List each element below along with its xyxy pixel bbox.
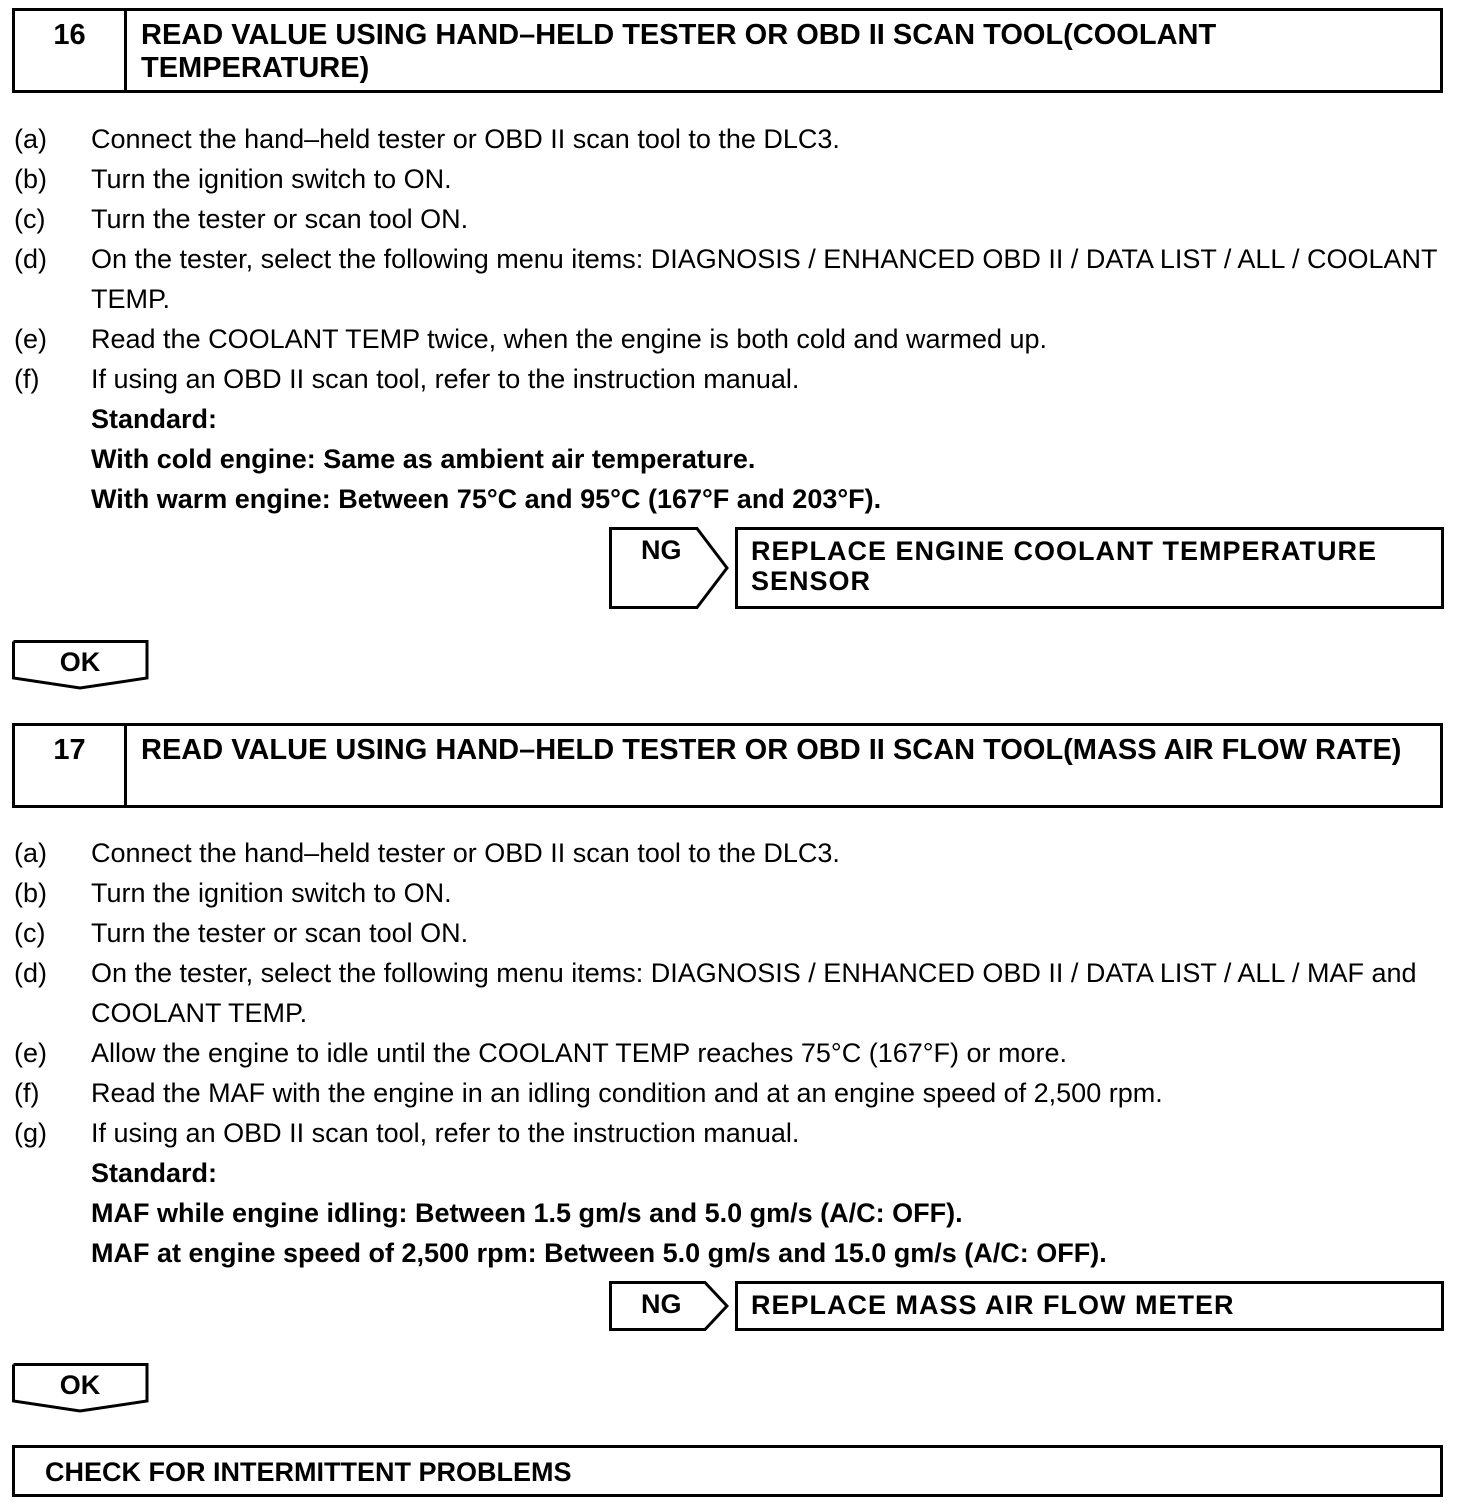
item-text: Read the COOLANT TEMP twice, when the engine is both cold and warmed up. [91, 324, 1048, 354]
ok-label: OK [59, 1370, 101, 1400]
ng-label: NG [641, 535, 682, 565]
ng-arrow [609, 527, 729, 609]
list-item [14, 199, 1454, 239]
ng-label: NG [641, 1289, 682, 1319]
list-item [14, 319, 1454, 359]
item-label: (d) [14, 958, 47, 988]
item-text: Read the MAF with the engine in an idling condition and at an engine speed of 2,500 rpm. [91, 1078, 1163, 1108]
item-text: Turn the tester or scan tool ON. [91, 918, 469, 948]
list-item [14, 159, 1454, 199]
step-number: 17 [15, 726, 127, 805]
list-item [14, 1073, 1454, 1113]
item-text: If using an OBD II scan tool, refer to the instruction manual. [91, 364, 800, 394]
list-item [14, 119, 1454, 159]
item-label: (f) [14, 364, 40, 394]
list-item [14, 833, 1454, 873]
step-16-header [12, 8, 1443, 93]
item-label: (d) [14, 244, 47, 274]
item-text: On the tester, select the following menu items: DIAGNOSIS / ENHANCED OBD II / DATA LIST / ALL / MAF and COOLANT TEMP. [91, 958, 1417, 1028]
standard-line: With warm engine: Between 75°C and 95°C (167°F and 203°F). [91, 484, 882, 514]
item-label: (a) [14, 838, 47, 868]
item-text: If using an OBD II scan tool, refer to the instruction manual. [91, 1118, 800, 1148]
list-item [14, 239, 1454, 319]
item-text: Connect the hand–held tester or OBD II scan tool to the DLC3. [91, 124, 840, 154]
item-label: (a) [14, 124, 47, 154]
ok-arrow [12, 1363, 150, 1413]
list-item [14, 1113, 1454, 1153]
step-title: READ VALUE USING HAND–HELD TESTER OR OBD II SCAN TOOL(MASS AIR FLOW RATE) [141, 734, 1402, 766]
item-text: On the tester, select the following menu items: DIAGNOSIS / ENHANCED OBD II / DATA LIST / ALL / COOLANT TEMP. [91, 244, 1437, 314]
list-item [14, 359, 1454, 399]
final-step-box: CHECK FOR INTERMITTENT PROBLEMS [12, 1445, 1443, 1497]
list-item [14, 873, 1454, 913]
item-text: Turn the ignition switch to ON. [91, 878, 452, 908]
item-label: (e) [14, 324, 47, 354]
item-text: Turn the tester or scan tool ON. [91, 204, 469, 234]
list-item [14, 953, 1454, 1033]
ng-arrow [609, 1281, 729, 1331]
item-label: (g) [14, 1118, 47, 1148]
standard-heading: Standard: [91, 1158, 218, 1188]
ng-result-box: REPLACE MASS AIR FLOW METER [735, 1281, 1444, 1331]
item-label: (b) [14, 878, 47, 908]
step-number: 16 [15, 11, 127, 90]
step-17-instructions [14, 833, 1454, 1273]
ok-label: OK [59, 647, 101, 677]
item-label: (c) [14, 918, 46, 948]
step-16-instructions [14, 119, 1454, 519]
step-title: READ VALUE USING HAND–HELD TESTER OR OBD II SCAN TOOL(COOLANT TEMPERATURE) [141, 19, 1217, 84]
item-text: Allow the engine to idle until the COOLANT TEMP reaches 75°C (167°F) or more. [91, 1038, 1068, 1068]
standard-line: MAF while engine idling: Between 1.5 gm/s and 5.0 gm/s (A/C: OFF). [91, 1198, 963, 1228]
list-item [14, 913, 1454, 953]
item-label: (c) [14, 204, 46, 234]
ng-result-box: REPLACE ENGINE COOLANT TEMPERATURE SENSOR [735, 527, 1444, 609]
item-label: (f) [14, 1078, 40, 1108]
standard-heading: Standard: [91, 404, 218, 434]
item-text: Connect the hand–held tester or OBD II scan tool to the DLC3. [91, 838, 840, 868]
item-label: (b) [14, 164, 47, 194]
list-item [14, 1033, 1454, 1073]
standard-line: MAF at engine speed of 2,500 rpm: Between 5.0 gm/s and 15.0 gm/s (A/C: OFF). [91, 1238, 1107, 1268]
ok-arrow [12, 640, 150, 690]
item-text: Turn the ignition switch to ON. [91, 164, 452, 194]
standard-line: With cold engine: Same as ambient air temperature. [91, 444, 756, 474]
item-label: (e) [14, 1038, 47, 1068]
step-17-header [12, 723, 1443, 808]
